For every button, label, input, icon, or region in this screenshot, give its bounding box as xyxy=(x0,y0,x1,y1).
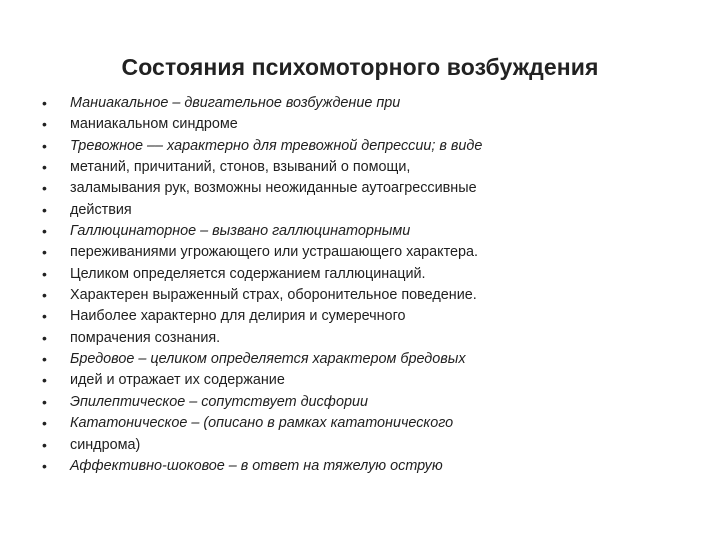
bullet-dot: • xyxy=(42,137,47,154)
bullet-dot: • xyxy=(42,95,47,111)
bullet-text: синдрома) xyxy=(70,436,141,453)
bullet-dot: • xyxy=(42,180,47,197)
bullet-dot: • xyxy=(42,415,47,432)
bullet-dot: • xyxy=(42,287,47,304)
bullet-text: Эпилептическое – сопутствует дисфории xyxy=(70,393,368,410)
bullet-text: помрачения сознания. xyxy=(70,329,221,346)
bullet-line xyxy=(42,413,682,434)
bullet-line xyxy=(42,157,682,178)
bullet-dot: • xyxy=(42,457,47,474)
bullet-text: Тревожное –– характерно для тревожной депрессии; в виде xyxy=(70,137,483,154)
bullet-text: Аффективно-шоковое – в ответ на тяжелую острую xyxy=(70,457,443,474)
bullet-list xyxy=(42,93,682,477)
bullet-text: идей и отражает их содержание xyxy=(70,372,285,389)
bullet-line xyxy=(42,242,682,263)
slide-title: Состояния психомоторного возбуждения xyxy=(121,54,599,80)
bullet-text: Галлюцинаторное – вызвано галлюцинаторными xyxy=(70,223,411,240)
bullet-text: Маниакальное – двигательное возбуждение при xyxy=(70,95,401,111)
bullet-dot: • xyxy=(42,116,47,133)
bullet-line xyxy=(42,221,682,242)
bullet-dot: • xyxy=(42,308,47,325)
bullet-dot: • xyxy=(42,201,47,218)
bullet-line xyxy=(42,306,682,327)
bullet-line xyxy=(42,349,682,370)
bullet-line xyxy=(42,200,682,221)
bullet-line xyxy=(42,93,682,114)
bullet-dot: • xyxy=(42,159,47,176)
bullet-line xyxy=(42,435,682,456)
bullet-dot: • xyxy=(42,244,47,261)
bullet-dot: • xyxy=(42,223,47,240)
bullet-dot: • xyxy=(42,329,47,346)
bullet-line xyxy=(42,136,682,157)
bullet-line xyxy=(42,392,682,413)
bullet-text: метаний, причитаний, стонов, взываний о помощи, xyxy=(70,159,411,176)
bullet-line xyxy=(42,370,682,391)
bullet-text: заламывания рук, возможны неожиданные аутоагрессивные xyxy=(70,180,477,197)
bullet-text: действия xyxy=(70,201,132,218)
bullet-line xyxy=(42,456,682,477)
bullet-text: Целиком определяется содержанием галлюцинаций. xyxy=(70,265,426,282)
bullet-line xyxy=(42,178,682,199)
bullet-text: маниакальном синдроме xyxy=(70,116,238,133)
bullet-text: Наиболее характерно для делирия и сумеречного xyxy=(70,308,406,325)
bullet-text: Бредовое – целиком определяется характером бредовых xyxy=(70,351,466,368)
bullet-dot: • xyxy=(42,265,47,282)
bullet-text: Кататоническое – (описано в рамках кататонического xyxy=(70,415,454,432)
bullet-line xyxy=(42,264,682,285)
bullet-line xyxy=(42,285,682,306)
bullet-dot: • xyxy=(42,436,47,453)
bullet-dot: • xyxy=(42,372,47,389)
bullet-text: переживаниями угрожающего или устрашающего характера. xyxy=(70,244,479,261)
bullet-dot: • xyxy=(42,393,47,410)
bullet-line xyxy=(42,328,682,349)
bullet-line xyxy=(42,114,682,135)
bullet-text: Характерен выраженный страх, оборонительное поведение. xyxy=(70,287,477,304)
bullet-dot: • xyxy=(42,351,47,368)
